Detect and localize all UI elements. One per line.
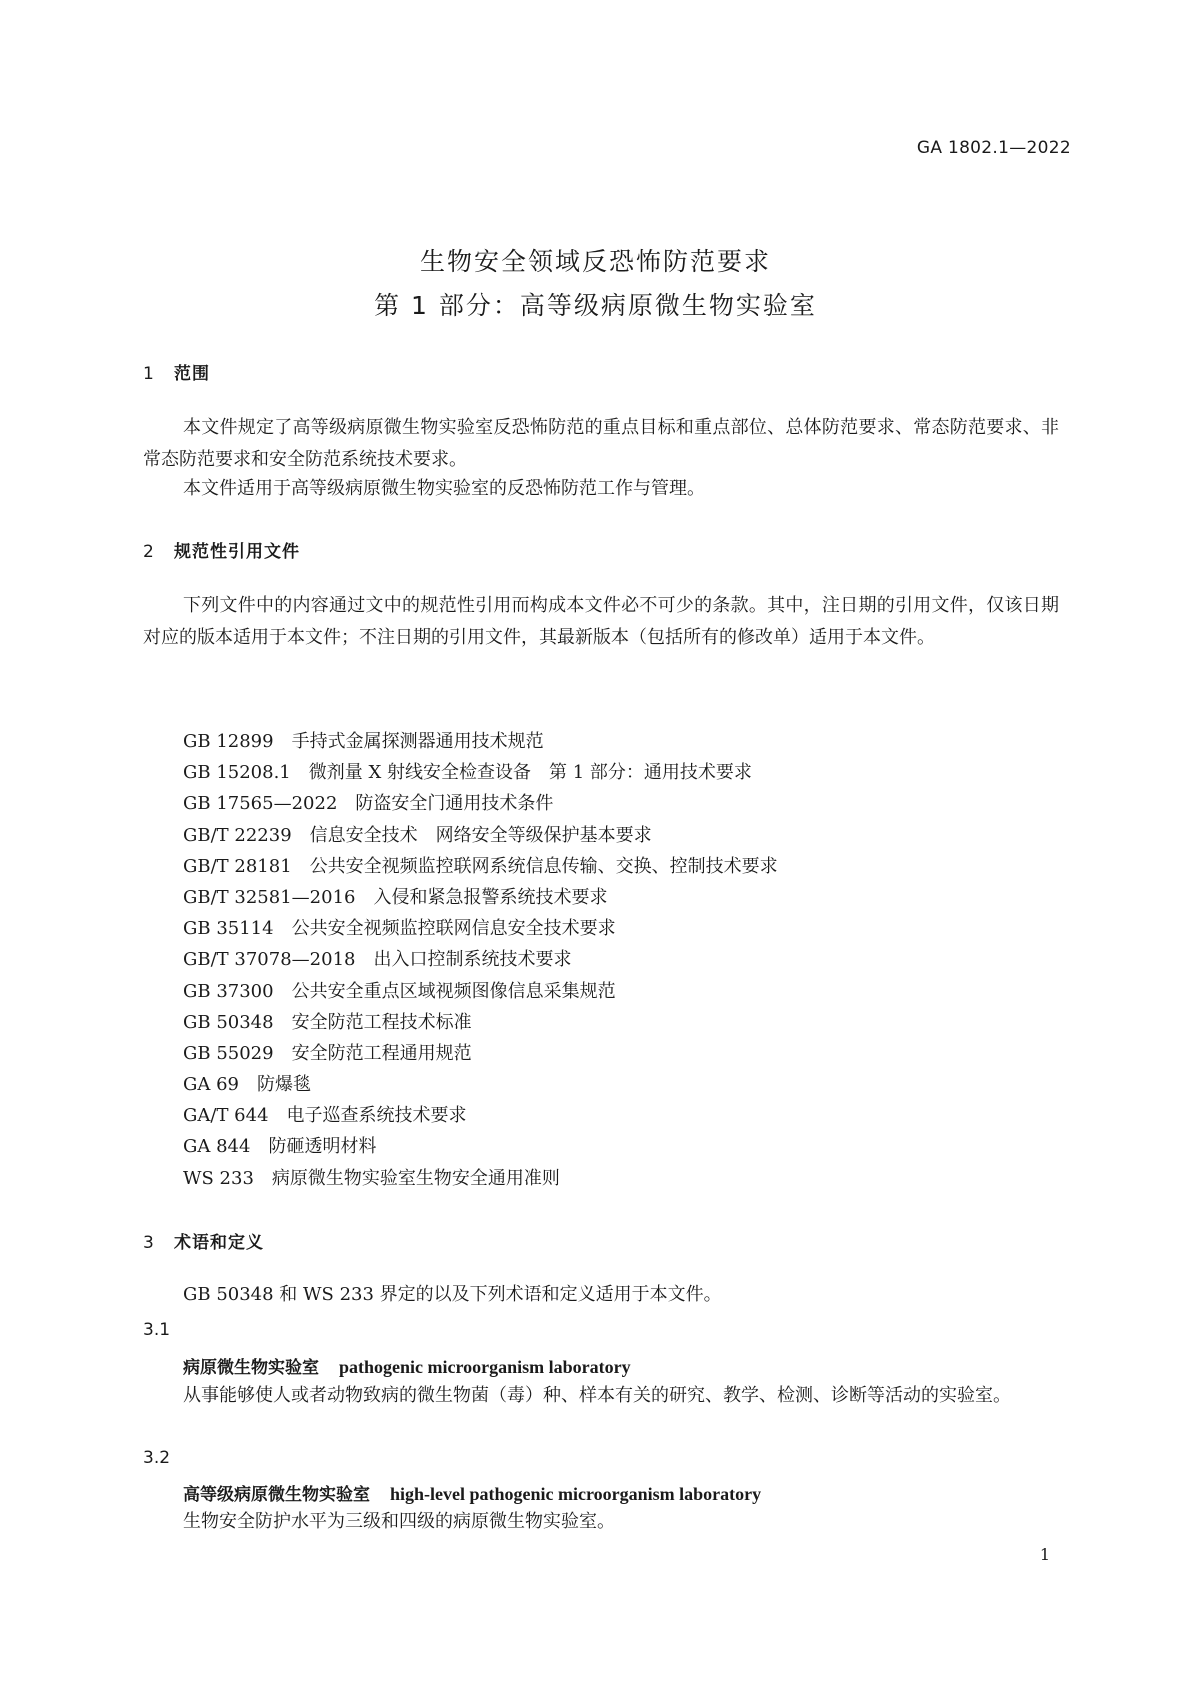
reference-title: 防爆毯	[257, 1074, 312, 1096]
reference-code: GB 35114	[183, 918, 274, 940]
reference-item	[183, 976, 778, 1007]
reference-code: GB 12899	[183, 731, 274, 752]
reference-code: GB 37300	[183, 980, 274, 1002]
reference-list	[183, 726, 778, 1194]
reference-code: GB 55029	[183, 1042, 274, 1064]
reference-code: GA/T 644	[183, 1105, 269, 1127]
reference-code: GB 17565—2022	[183, 793, 338, 815]
reference-title: 安全防范工程技术标准	[291, 1011, 472, 1033]
term-name-en: high-level pathogenic microorganism laboratory	[390, 1484, 762, 1504]
section-1-number: 1	[143, 364, 155, 384]
reference-code: WS 233	[183, 1167, 254, 1189]
section-1-title: 范围	[174, 364, 210, 384]
reference-item	[183, 788, 778, 819]
section-3-number: 3	[143, 1233, 155, 1253]
term-heading	[183, 1353, 631, 1378]
reference-code: GB/T 32581—2016	[183, 886, 356, 908]
reference-title: 公共安全视频监控联网系统信息传输、交换、控制技术要求	[309, 855, 778, 877]
reference-item	[183, 913, 778, 944]
term-number: 3.2	[143, 1448, 171, 1468]
document-title-line2: 第 1 部分：高等级病原微生物实验室	[374, 291, 817, 320]
reference-code: GA 69	[183, 1074, 240, 1096]
reference-item	[183, 1100, 778, 1131]
reference-title: 公共安全重点区域视频图像信息采集规范	[291, 980, 616, 1002]
term-definition: 从事能够使人或者动物致病的微生物菌（毒）种、样本有关的研究、教学、检测、诊断等活动的实验室。	[183, 1385, 1011, 1406]
reference-title: 信息安全技术 网络安全等级保护基本要求	[309, 824, 652, 846]
document-title-line1: 生物安全领域反恐怖防范要求	[419, 247, 771, 276]
section-3-heading	[143, 1228, 264, 1253]
term-heading	[183, 1480, 761, 1505]
reference-item	[183, 1069, 778, 1100]
reference-item	[183, 1131, 778, 1162]
section-3-title: 术语和定义	[174, 1233, 264, 1253]
reference-code: GA 844	[183, 1136, 251, 1158]
section-3-intro: GB 50348 和 WS 233 界定的以及下列术语和定义适用于本文件。	[183, 1284, 722, 1305]
reference-code: GB 15208.1	[183, 762, 291, 784]
reference-item	[183, 820, 778, 851]
reference-item	[183, 944, 778, 975]
reference-item	[183, 757, 778, 788]
reference-item	[183, 1007, 778, 1038]
section-1-heading	[143, 359, 210, 384]
term-name-zh: 病原微生物实验室	[183, 1358, 319, 1378]
reference-item	[183, 882, 778, 913]
section-2-intro: 下列文件中的内容通过文中的规范性引用而构成本文件必不可少的条款。其中，注日期的引用文件，仅该日期对应的版本适用于本文件；不注日期的引用文件，其最新版本（包括所有的修改单）适用于本文件。	[143, 595, 1059, 648]
term-number: 3.1	[143, 1320, 171, 1340]
reference-code: GB/T 28181	[183, 855, 292, 877]
section-1-paragraph-2: 本文件适用于高等级病原微生物实验室的反恐怖防范工作与管理。	[183, 478, 705, 499]
reference-title: 微剂量 X 射线安全检查设备 第 1 部分：通用技术要求	[308, 762, 752, 784]
reference-code: GB 50348	[183, 1011, 274, 1033]
reference-title: 入侵和紧急报警系统技术要求	[373, 886, 608, 908]
section-1-paragraph-1: 本文件规定了高等级病原微生物实验室反恐怖防范的重点目标和重点部位、总体防范要求、常态防范要求、非常态防范要求和安全防范系统技术要求。	[143, 417, 1059, 470]
section-2-number: 2	[143, 542, 155, 562]
reference-title: 公共安全视频监控联网信息安全技术要求	[291, 918, 616, 940]
reference-item	[183, 726, 778, 757]
section-2-title: 规范性引用文件	[174, 542, 300, 562]
reference-item	[183, 1163, 778, 1194]
reference-code: GB/T 22239	[183, 824, 292, 846]
reference-title: 防盗安全门通用技术条件	[355, 793, 554, 815]
reference-code: GB/T 37078—2018	[183, 949, 356, 971]
reference-title: 病原微生物实验室生物安全通用准则	[271, 1167, 560, 1189]
reference-title: 电子巡查系统技术要求	[286, 1105, 467, 1127]
section-2-heading	[143, 537, 300, 562]
reference-title: 安全防范工程通用规范	[291, 1042, 472, 1064]
reference-item	[183, 1038, 778, 1069]
page-number: 1	[1039, 1545, 1050, 1564]
reference-title: 手持式金属探测器通用技术规范	[291, 731, 544, 752]
reference-title: 出入口控制系统技术要求	[373, 949, 572, 971]
reference-item	[183, 851, 778, 882]
reference-title: 防砸透明材料	[268, 1136, 377, 1158]
term-definition: 生物安全防护水平为三级和四级的病原微生物实验室。	[183, 1511, 615, 1532]
term-name-en: pathogenic microorganism laboratory	[339, 1357, 631, 1377]
standard-code: GA 1802.1—2022	[916, 138, 1071, 158]
term-name-zh: 高等级病原微生物实验室	[183, 1485, 370, 1505]
